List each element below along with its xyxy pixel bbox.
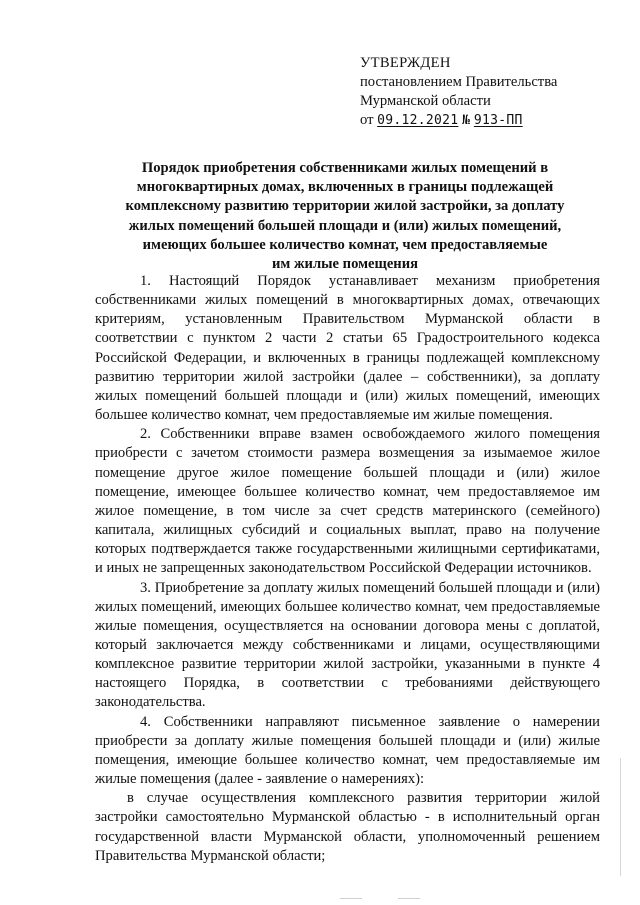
approval-from: от [360, 112, 374, 128]
title-line: Порядок приобретения собственниками жилых помещений в [141, 160, 549, 176]
approval-line-2: Мурманской области [360, 93, 491, 109]
scan-footer-mark [340, 898, 362, 899]
paragraph-1: 1. Настоящий Порядок устанавливает механизм приобретения собственниками жилых помещений в многоквартирных домах, отвечающих критериям, установленным Правительством Мурманской области в соответствии с пунктом 2 части 2 статьи 65 Градостроительного кодекса Российской Федерации, и включенных в границы подлежащей комплексному развитию территории жилой застройки (далее – собственники), за доплату жилых помещений большей площади и (или) жилых помещений, имеющих большее количество комнат, чем предоставляемые им жилые помещения. [95, 273, 600, 424]
approval-block [360, 54, 557, 130]
document-body [95, 272, 600, 866]
approval-stamp: УТВЕРЖДЕН [360, 55, 451, 71]
title-line: им жилые помещения [271, 256, 419, 273]
paragraph-2: 2. Собственники вправе взамен освобождаемого жилого помещения приобрести с зачетом стоимости размера возмещения за изымаемое жилое помещение другое жилое помещение большей площади и (или) жилое помещение, имеющее большее количество комнат, чем предоставляемое им жилое помещение, в том числе за счет средств материнского (семейного) капитала, жилищных субсидий и социальных выплат, право на получение которых подтверждается также государственными жилищными сертификатами, и иных не запрещенных законодательством Российской Федерации источников. [95, 426, 600, 577]
scan-margin-line [620, 758, 621, 876]
title-line: имеющих большее количество комнат, чем предоставляемые [142, 236, 548, 253]
title-line: жилых помещений большей площади и (или) жилых помещений, [128, 217, 562, 234]
subparagraph: в случае осуществления комплексного развития территории жилой застройки самостоятельно Мурманской областью - в исполнительный орган государственной власти Мурманской области, уполномоченный решением Правительства Мурманской области; [95, 790, 600, 864]
approval-date: 09.12.2021 [377, 113, 459, 128]
paragraph-4: 4. Собственники направляют письменное заявление о намерении приобрести за доплату жилые помещения большей площади и (или) жилые помещения, имеющие большее количество комнат, чем предоставляемые им жилые помещения (далее - заявление о намерениях): [95, 713, 600, 788]
paragraph-3: 3. Приобретение за доплату жилых помещений большей площади и (или) жилых помещений, имеющих большее количество комнат, чем предоставляемые жилые помещения, осуществляется на основании договора мены с доплатой, который заключается между собственниками и лицами, осуществляющими комплексное развитие территории жилой застройки, указанными в пункте 4 настоящего Порядка, в соответствии с требованиями действующего законодательства. [95, 579, 600, 711]
document-title [95, 159, 595, 274]
approval-line-1: постановлением Правительства [360, 74, 558, 90]
approval-number-sign: № [462, 113, 471, 128]
title-line: комплексному развитию территории жилой застройки, за доплату [125, 198, 565, 215]
scan-footer-mark [398, 898, 420, 899]
approval-number: 913-ПП [473, 113, 523, 128]
approval-date-line [360, 111, 557, 130]
title-line: многоквартирных домах, включенных в границы подлежащей [136, 179, 554, 196]
